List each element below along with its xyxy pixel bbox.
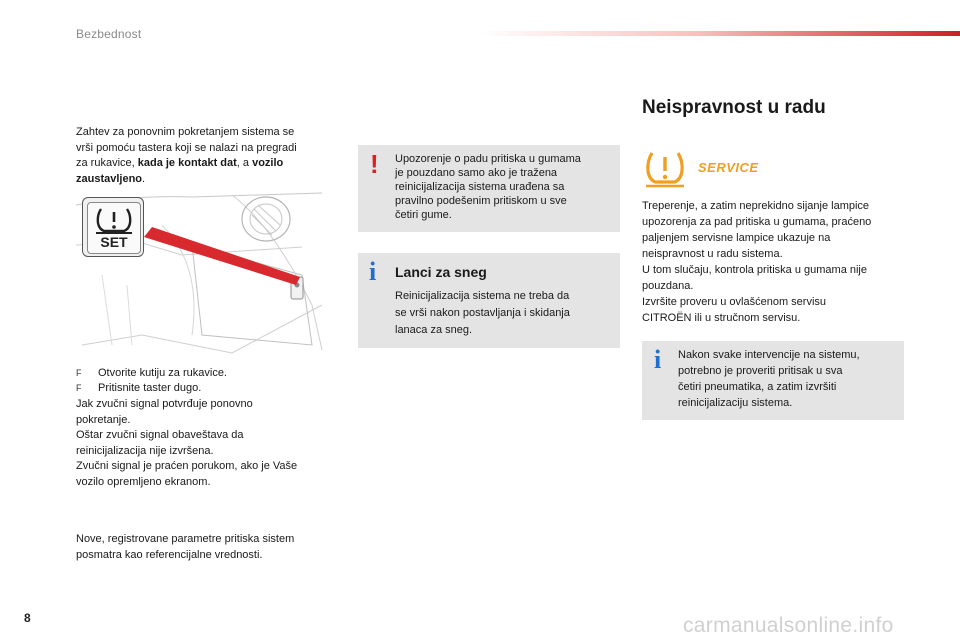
bullet-marker: F [76, 383, 82, 393]
info-icon: i [654, 345, 662, 374]
service-warning-label: SERVICE [698, 160, 759, 175]
page-number: 8 [24, 611, 31, 625]
set-button-inset [82, 197, 144, 257]
info-box-intervention [642, 341, 904, 420]
info-box-snow-chains [358, 253, 620, 348]
intro-paragraph: Zahtev za ponovnim pokretanjem sistema se vrši pomoću tastera koji se nalazi na pregradi za rukavice, kada je kontakt dat, a vozilo zaustavljeno. [76, 126, 297, 185]
bullet-marker: F [76, 368, 82, 378]
set-label: SET [100, 234, 128, 250]
info-box-title: Lanci za sneg [395, 264, 487, 280]
header-accent-bar [480, 31, 960, 36]
warning-box [358, 145, 620, 232]
signal-description: Jak zvučni signal potvrđuje ponovno pokretanje. Oštar zvučni signal obaveštava da reinicijalizacija nije izvršena. Zvučni signal je praćen porukom, ako je Vaše vozilo opremljeno ekranom. [76, 398, 298, 488]
tyre-warning-icon [643, 148, 687, 190]
reference-note: Nove, registrovane parametre pritiska sistem posmatra kao referencijalne vrednosti. [76, 533, 295, 561]
info-icon: i [369, 257, 377, 286]
tyre-pressure-icon [88, 205, 140, 235]
info-box-text: Nakon svake intervencije na sistemu, potrebno je proveriti pritisak u sva četiri pneumatika, a zatim izvršiti reinicijalizaciju sistema. [678, 349, 860, 409]
section-title: Bezbednost [76, 27, 142, 41]
list-item: F Pritisnite taster dugo. [76, 381, 201, 397]
warning-icon: ! [370, 149, 379, 179]
list-item: F Otvorite kutiju za rukavice. [76, 366, 227, 382]
section-heading: Neispravnost u radu [642, 97, 826, 118]
malfunction-text: Treperenje, a zatim neprekidno sijanje lampice upozorenja za pad pritiska u gumama, praćeno paljenjem servisne lampice ukazuje na neispravnost u radu sistema. U tom slučaju, kontrola pritiska u gumama nije pouzdana. Izvršite proveru u ovlašćenom servisu CITROËN ili u stručnom servisu. [642, 200, 872, 324]
glovebox-illustration [72, 185, 337, 357]
info-box-text: Reinicijalizacija sistema ne treba da se vrši nakon postavljanja i skidanja lanaca za sneg. [395, 290, 570, 336]
watermark: carmanualsonline.info [683, 614, 894, 637]
warning-text: Upozorenje o padu pritiska u gumama je pouzdano samo ako je tražena reinicijalizacija sistema urađena sa pravilno podešenim pritiskom u sve četiri gume. [395, 153, 581, 221]
